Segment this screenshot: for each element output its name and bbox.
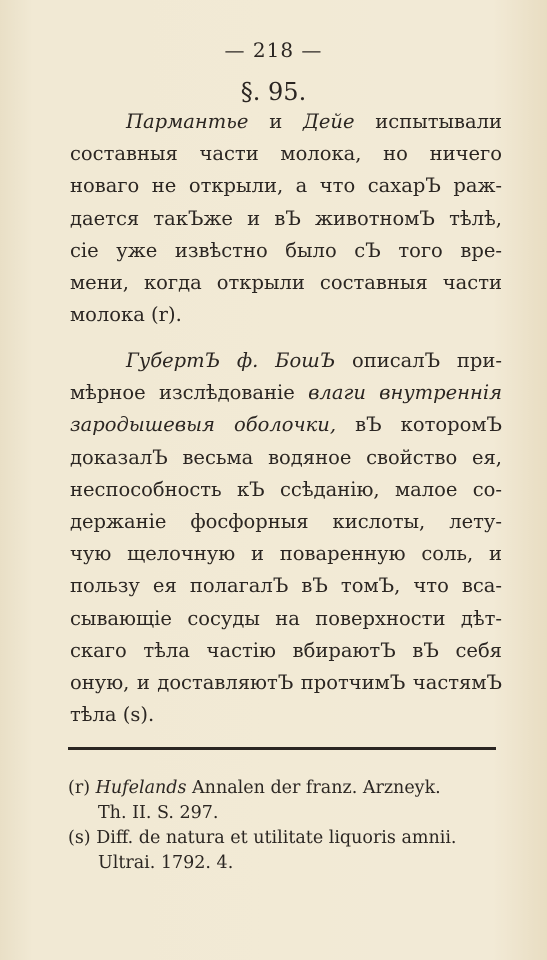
text-fragment: вЪ которомЪ bbox=[355, 413, 502, 437]
paragraph-2-line: скаго тѣла частію вбираютЪ вЪ себя bbox=[70, 638, 502, 662]
text-fragment: испытывали bbox=[375, 110, 503, 133]
conjunction: и bbox=[269, 110, 283, 133]
footnote-text: Annalen der franz. Arzneyk. bbox=[192, 778, 441, 798]
paragraph-1-line bbox=[70, 106, 502, 138]
paragraph-1-line: молока (r). bbox=[70, 303, 182, 327]
paragraph-2-line: держаніе фосфорныя кислоты, лету- bbox=[70, 509, 502, 533]
section-title: §. 95. bbox=[240, 78, 307, 106]
paragraph-1-line: сіе уже извѣстно было сЪ того вре- bbox=[70, 238, 502, 262]
footnote-divider bbox=[68, 747, 496, 750]
author-name: Дейе bbox=[303, 110, 355, 133]
paragraph-1-line: дается такЪже и вЪ животномЪ тѣлѣ, bbox=[70, 206, 502, 230]
paragraph-2 bbox=[70, 345, 502, 731]
paragraph-2-line: доказалЪ весьма водяное свойство ея, bbox=[70, 445, 502, 469]
paragraph-1-line: новаго не открыли, а что сахарЪ раж- bbox=[70, 174, 502, 198]
footnotes bbox=[68, 776, 508, 876]
paragraph-2-line: сывающіе сосуды на поверхности дѣт- bbox=[70, 606, 502, 630]
paragraph-1-line: составныя части молока, но ничего bbox=[70, 142, 502, 166]
text-fragment: описалЪ при- bbox=[351, 349, 502, 372]
paragraph-2-line: оную, и доставляютЪ протчимЪ частямЪ bbox=[70, 670, 502, 694]
footnote-s bbox=[68, 826, 508, 851]
italic-term: влаги внутреннія bbox=[308, 381, 503, 405]
paragraph-2-line: тѣла (s). bbox=[70, 703, 155, 727]
author-name: Пармантье bbox=[126, 110, 249, 133]
paragraph-1 bbox=[70, 106, 502, 331]
footnote-author: Hufelands bbox=[95, 778, 187, 798]
footnote-marker: (r) bbox=[68, 778, 91, 798]
paragraph-2-line: чую щелочную и поваренную соль, и bbox=[70, 542, 502, 566]
paragraph-2-line: пользу ея полагалЪ вЪ томЪ, что вса- bbox=[70, 574, 502, 598]
footnote-r-continuation: Th. II. S. 297. bbox=[98, 803, 219, 823]
footnote-r bbox=[68, 776, 508, 801]
footnote-marker: (s) bbox=[68, 828, 91, 848]
footnote-s-continuation: Ultrai. 1792. 4. bbox=[98, 853, 234, 873]
text-fragment: мѣрное изслѣдованіе bbox=[70, 381, 295, 405]
footnote-text: Diff. de natura et utilitate liquoris amnii. bbox=[96, 828, 457, 848]
page-number: — 218 — bbox=[224, 38, 323, 62]
paragraph-2-line: неспособность кЪ ссѣданію, малое со- bbox=[70, 477, 502, 501]
italic-term: зародышевыя оболочки, bbox=[70, 413, 337, 437]
paragraph-2-line bbox=[70, 377, 502, 409]
paragraph-1-line: мени, когда открыли составныя части bbox=[70, 270, 502, 294]
paragraph-2-line bbox=[70, 345, 502, 377]
author-name: ГубертЪ ф. БошЪ bbox=[126, 349, 336, 372]
paragraph-2-line bbox=[70, 409, 502, 441]
